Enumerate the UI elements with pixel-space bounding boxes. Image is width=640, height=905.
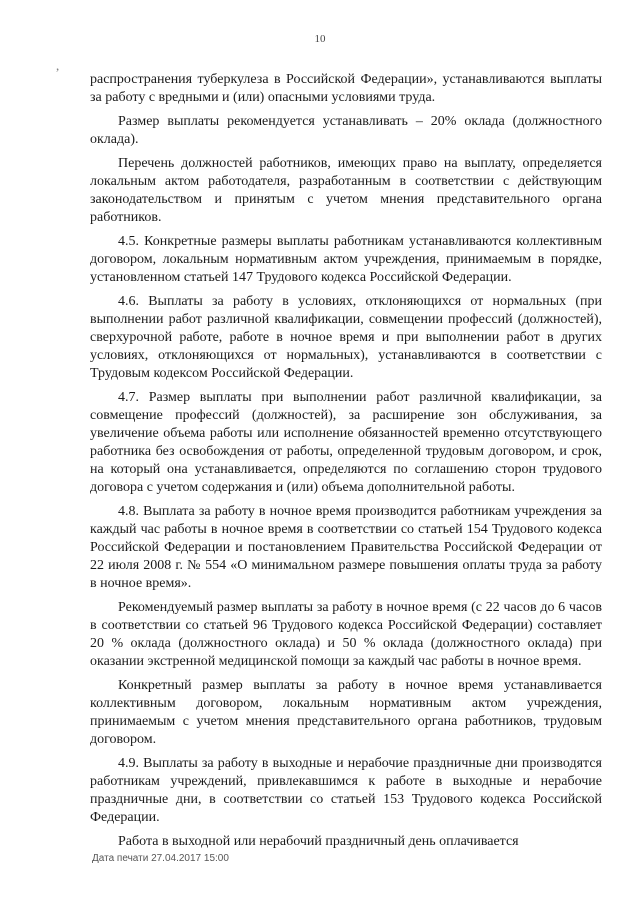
print-date-footer: Дата печати 27.04.2017 15:00 [92,853,229,864]
paragraph-continuation: распространения туберкулеза в Российской Федерации», устанавливаются выплаты за работу с вредными и (или) опасными условиями труда. [90,72,602,105]
paragraph-4-7: 4.7. Размер выплаты при выполнении работ различной квалификации, за совмещение профессий (должностей), за расширение зон обслуживания, за увеличение объема работы или исполнение обязанностей временно отсутствующего работника без освобождения от работы, определенной трудовым договором, и срок, на который она устанавливается, определяются по соглашению сторон трудового договора с учетом содержания и (или) объема дополнительной работы. [90,390,602,495]
paragraph-night-rate: Рекомендуемый размер выплаты за работу в ночное время (с 22 часов до 6 часов в соответствии со статьей 96 Трудового кодекса Российской Федерации) составляет 20 % оклада (должностного оклада) и 50 % оклада (должностного оклада) при оказании экстренной медицинской помощи за каждый час работы в ночное время. [90,600,602,669]
paragraph-4-5: 4.5. Конкретные размеры выплаты работникам устанавливаются коллективным договором, локальным нормативным актом учреждения, принимаемым в порядке, установленном статьей 147 Трудового кодекса Российской Федерации. [90,234,602,285]
paragraph-holiday-work: Работа в выходной или нерабочий праздничный день оплачивается [118,834,519,849]
paragraph-4-8: 4.8. Выплата за работу в ночное время производится работникам учреждения за каждый час работы в ночное время в соответствии со статьей 154 Трудового кодекса Российской Федерации и постановлением Правительства Российской Федерации от 22 июля 2008 г. № 554 «О минимальном размере повышения оплаты труда за работу в ночное время». [90,504,602,591]
paragraph-positions-list: Перечень должностей работников, имеющих право на выплату, определяется локальным актом работодателя, разработанным в соответствии с действующим законодательством и принятым с учетом мнения представительного органа работников. [90,156,602,225]
paragraph-4-9: 4.9. Выплаты за работу в выходные и нерабочие праздничные дни производятся работникам учреждений, привлекавшимся к работе в выходные и нерабочие праздничные дни, в соответствии со статьей 153 Трудового кодекса Российской Федерации. [90,756,602,825]
paragraph-night-specific: Конкретный размер выплаты за работу в ночное время устанавливается коллективным договором, локальным нормативным актом учреждения, принимаемым с учетом мнения представительного органа работников, трудовым договором. [90,678,602,747]
scan-mark: , [56,58,60,73]
paragraph-payment-size: Размер выплаты рекомендуется устанавливать – 20% оклада (должностного оклада). [90,114,602,147]
paragraph-4-6: 4.6. Выплаты за работу в условиях, отклоняющихся от нормальных (при выполнении работ различной квалификации, совмещении профессий (должностей), сверхурочной работе, работе в ночное время и при выполнении работ в других условиях, отклоняющихся от нормальных), устанавливаются в соответствии с Трудовым кодексом Российской Федерации. [90,294,602,381]
document-body [90,71,602,857]
page-number: 10 [314,33,326,45]
